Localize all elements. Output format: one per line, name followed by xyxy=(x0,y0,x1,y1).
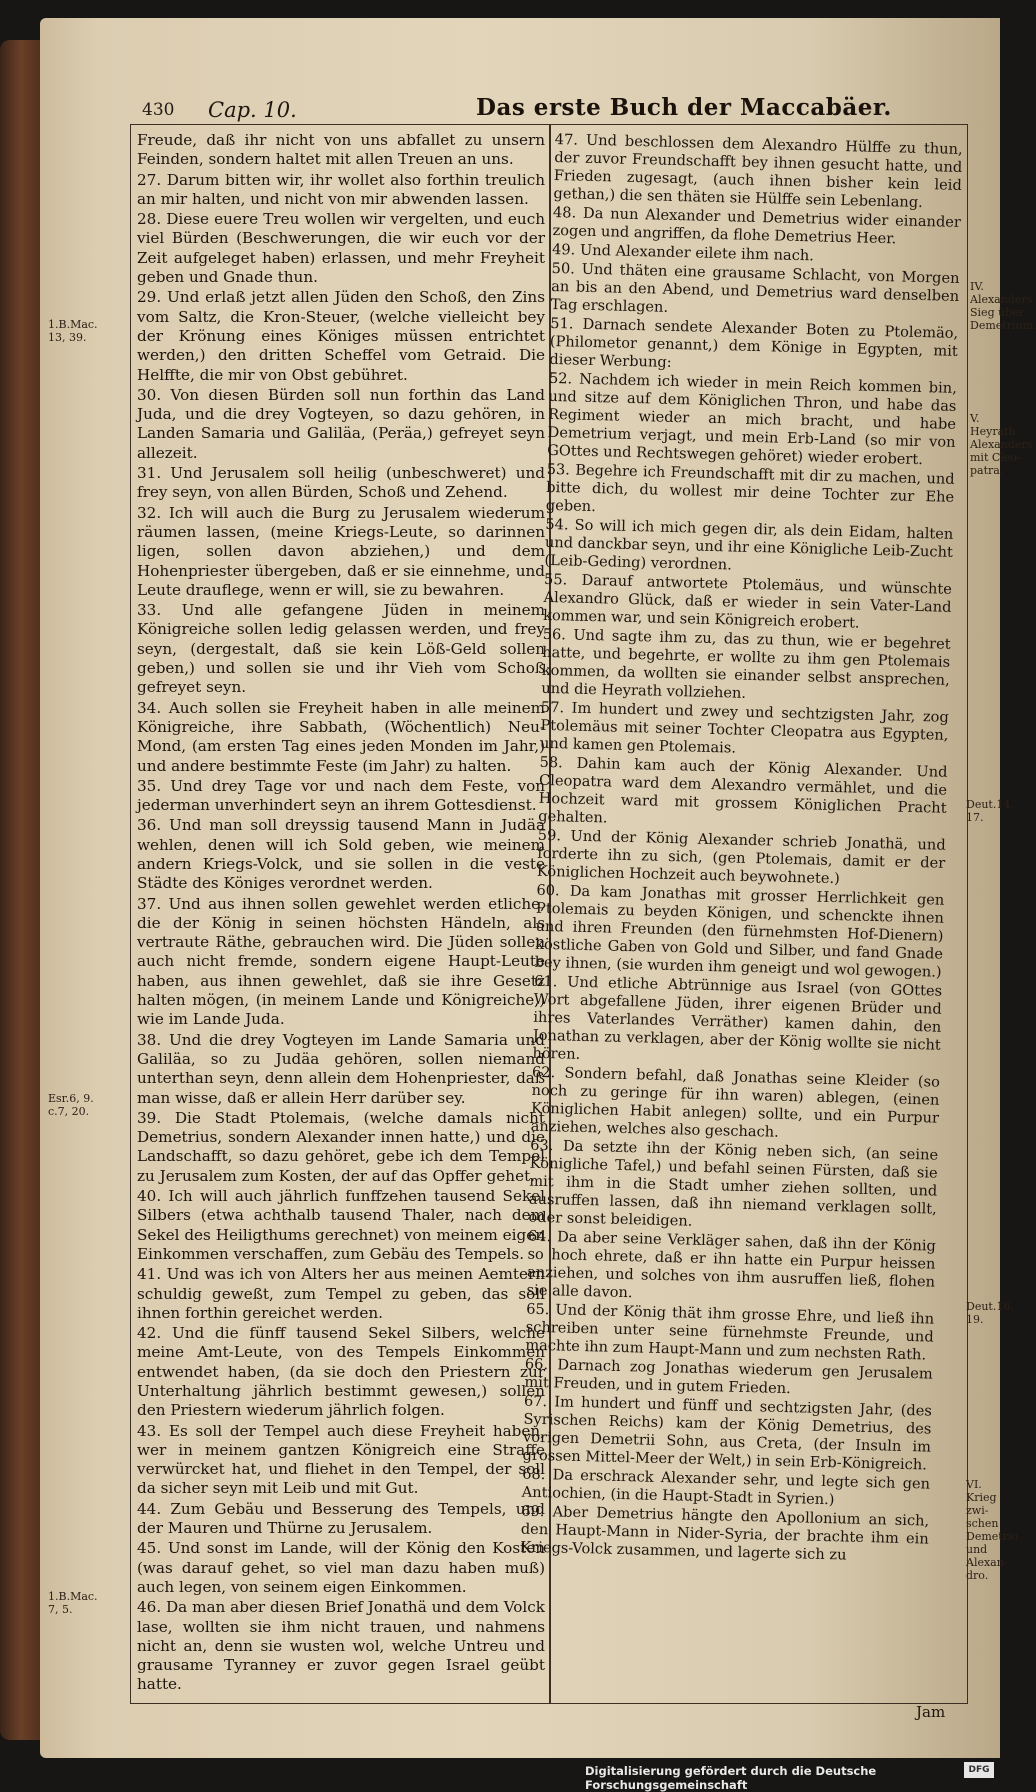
verse-paragraph: 61. Und etliche Abtrünnige aus Israel (von GOttes Wort abgefallene Jüden, ihrer eigenen Brüder und ihres Vaterlandes Verräther) kamen dahin, den Jonathan zu verklagen, aber der König wollte sie nicht hören. xyxy=(532,972,943,1063)
margin-note-right: IV. Alexanders Sieg über Demetrium. xyxy=(970,280,1036,332)
verse-paragraph: 57. Im hundert und zwey und sechtzigsten Jahr, zog Ptolemäus mit seiner Tochter Cleopatra aus Egypten, und kamen gen Ptolemais. xyxy=(539,698,950,757)
verse-paragraph: 51. Darnach sendete Alexander Boten zu Ptolemäo, (Philometor genannt,) dem Könige in Egypten, mit dieser Werbung: xyxy=(549,314,959,371)
verse-paragraph: 58. Dahin kam auch der König Alexander. Und Cleopatra ward dem Alexandro vermählet, und die Hochzeit ward mit grossem Königlichen Pracht gehalten. xyxy=(538,753,948,827)
verse-paragraph: 38. Und die drey Vogteyen im Lande Samaria und Galiläa, so zu Judäa gehören, sollen niemand unterthan seyn, denn allein dem Hohenpriester, daß man wisse, daß er allein Herr darüber sey. xyxy=(137,1030,545,1107)
verse-paragraph: 40. Ich will auch jährlich funffzehen tausend Sekel Silbers (etwa achthalb tausend Thaler, nach dem Sekel des Heiligthums gerechnet) von meinem eigen Einkommen verschaffen, zum Gebäu des Tempels. xyxy=(137,1187,545,1263)
verse-paragraph: Freude, daß ihr nicht von uns abfallet zu unsern Feinden, sondern haltet mit allen Treuen an uns. xyxy=(137,131,545,169)
dfg-logo xyxy=(964,1762,994,1778)
verse-paragraph: 50. Und thäten eine grausame Schlacht, von Morgen an bis an den Abend, und Demetrius ward denselben Tag erschlagen. xyxy=(550,259,960,316)
chapter-label: Cap. 10. xyxy=(208,98,297,122)
dfg-logo-text: DFG xyxy=(968,1765,990,1775)
verse-paragraph: 32. Ich will auch die Burg zu Jerusalem wiederum räumen lassen, (meine Kriegs-Leute, so darinnen ligen, sollen davon abziehen,) und dem Hohenpriester übergeben, daß er sie einnehme, und Leute drauflege, wenn er will, sie zu bewahren. xyxy=(137,503,545,599)
margin-note-right: VI. Krieg zwi- schen Demetrio und Alexan- dro. xyxy=(966,1478,1019,1582)
verse-paragraph: 60. Da kam Jonathas mit grosser Herrlichkeit gen Ptolemais zu beyden Königen, und schenckte ihnen und ihren Freunden (den fürnehmsten Hof-Dienern) köstliche Gaben von Gold und Silber, und fand Gnade bey ihnen, (sie wurden ihm geneigt und wol gewogen.) xyxy=(534,881,945,981)
page-number: 430 xyxy=(142,100,175,120)
verse-paragraph: 62. Sondern befahl, daß Jonathas seine Kleider (so noch zu geringe für ihn waren) ablegen, (einen Königlichen Habit anlegen) sollte, und ein Purpur anziehen, welches also geschach. xyxy=(530,1063,941,1141)
verse-paragraph: 52. Nachdem ich wieder in mein Reich kommen bin, und sitze auf dem Königlichen Thron, und habe das Regiment wieder an mich bracht, und habe Demetrium verjagt, und mein Erb-Land (so mir von GOttes und Rechtswegen gehöret) wieder erobert. xyxy=(546,369,958,469)
verse-paragraph: 36. Und man soll dreyssig tausend Mann in Judäa wehlen, denen will ich Sold geben, wie meinem andern Kriegs-Volck, und sie sollen in die veste Städte des Königes verordnet werden. xyxy=(137,816,545,893)
verse-paragraph: 42. Und die fünff tausend Sekel Silbers, welche meine Amt-Leute, von des Tempels Einkommen entwendet haben, (da sie doch den Priestern zur Unterhaltung jährlich bestimmt gewesen,) sollen den Priestern wiederum jährlich folgen. xyxy=(137,1324,545,1420)
verse-paragraph: 54. So will ich mich gegen dir, als dein Eidam, halten und danckbar seyn, und ihr eine Königliche Leib-Zucht (Leib-Geding) verordnen. xyxy=(544,515,954,574)
verse-paragraph: 39. Die Stadt Ptolemais, (welche damals nicht Demetrius, sondern Alexander innen hatte,) und die Landschafft, so dazu gehöret, gebe ich dem Tempel zu Jerusalem zum Kosten, der auf das Opffer gehet. xyxy=(137,1108,545,1185)
running-header xyxy=(126,94,966,124)
digitization-credit: Digitalisierung gefördert durch die Deutsche Forschungsgemeinschaft xyxy=(585,1764,877,1792)
verse-paragraph: 28. Diese euere Treu wollen wir vergelten, und euch viel Bürden (Beschwerungen, die wir euch vor der Zeit aufgeleget haben) erlassen, und mehr Freyheit geben und Gnade thun. xyxy=(137,210,545,287)
verse-paragraph: 56. Und sagte ihm zu, das zu thun, wie er begehret hatte, und begehrte, er wollte zu ihm gen Ptolemais kommen, da wollten sie einander selbst ansprechen, und die Heyrath vollziehen. xyxy=(541,625,951,702)
book-title: Das erste Buch der Maccabäer. xyxy=(476,94,892,121)
margin-note-left: 1.B.Mac. 7, 5. xyxy=(48,1590,98,1616)
right-column xyxy=(517,131,963,1709)
verse-paragraph: 35. Und drey Tage vor und nach dem Feste, von jederman unverhindert seyn an ihrem Gottesdienst. xyxy=(137,776,545,815)
verse-paragraph: 37. Und aus ihnen sollen gewehlet werden etliche, die der König in seinen höchsten Händeln, als vertraute Räthe, gebrauchen wird. Die Jüden sollen auch nicht fremde, sondern eigene Haupt-Leute haben, aus ihnen gewehlet, daß sie ihre Gesetz halten mögen, (in meinem Lande und Königreiche,) wie im Lande Juda. xyxy=(137,894,545,1029)
verse-paragraph: 59. Und der König Alexander schrieb Jonathä, und forderte ihn zu sich, (gen Ptolemais, damit er der Königlichen Hochzeit auch beywohnete.) xyxy=(536,826,946,888)
left-column xyxy=(137,131,545,1699)
verse-paragraph: 67. Im hundert und fünff und sechtzigsten Jahr, (des Syrischen Reichs) kam der König Demetrius, des vorigen Demetrii Sohn, aus Creta, (der Insuln im grossen Mittel-Meer der Welt,) in sein Erb-Königreich. xyxy=(522,1392,933,1474)
verse-paragraph: 66. Darnach zog Jonathas wiederum gen Jerusalem mit Freuden, und in gutem Frieden. xyxy=(524,1355,933,1398)
verse-paragraph: 55. Darauf antwortete Ptolemäus, und wünschte Alexandro Glück, daß er wieder in sein Vater-Land kommen war, und sein Königreich erobert. xyxy=(542,570,953,632)
verse-paragraph: 33. Und alle gefangene Jüden in meinem Königreiche sollen ledig gelassen werden, und frey seyn, (dergestalt, daß sie kein Löß-Geld sollen geben,) und sollen sie und ihr Vieh vom Schoß gefreyet seyn. xyxy=(137,601,545,697)
margin-note-right: V. Heyrath Alexanders mit Cleo- patra. xyxy=(970,412,1033,477)
verse-paragraph: 47. Und beschlossen dem Alexandro Hülffe zu thun, der zuvor Freundschafft bey ihnen gesucht hatte, und Frieden zugesagt, (auch ihnen bisher kein leid gethan,) die sen thäten sie Hülffe sein Lebenlang. xyxy=(553,131,963,212)
verse-paragraph: 27. Darum bitten wir, ihr wollet also forthin treulich an mir halten, und nicht von mir abwenden lassen. xyxy=(137,170,545,208)
margin-note-right: Deut.14, 17. xyxy=(966,798,1014,824)
verse-paragraph: 68. Da erschrack Alexander sehr, und legte sich gen Antiochien, (in die Haupt-Stadt in Syrien.) xyxy=(521,1465,931,1509)
verse-paragraph: 45. Und sonst im Lande, will der König den Kosten (was darauf gehet, so viel man dazu haben muß) auch legen, von seinem eigen Einkommen. xyxy=(137,1539,545,1596)
verse-paragraph: 30. Von diesen Bürden soll nun forthin das Land Juda, und die drey Vogteyen, so dazu gehören, in Landen Samaria und Galiläa, (Peräa,) gefreyet seyn allezeit. xyxy=(137,385,545,462)
text-frame xyxy=(130,124,968,1704)
verse-paragraph: 63. Da setzte ihn der König neben sich, (an seine Königliche Tafel,) und befahl seinen Fürsten, daß sie mit ihm in die Stadt umher ziehen sollten, und ausruffen lassen, daß ihn niemand verklagen sollt, oder sonst beleidigen. xyxy=(528,1136,939,1230)
verse-paragraph: 34. Auch sollen sie Freyheit haben in alle meinem Königreiche, ihre Sabbath, (Wöchentlich) Neu-Mond, (am ersten Tag eines jeden Monden im Jahr,) und andere bestimmte Feste (im Jahr) zu halten. xyxy=(137,698,545,775)
verse-paragraph: 64. Da aber seine Verkläger sahen, daß ihn der König so hoch ehrete, daß er ihn hatte ein Purpur heissen anziehen, und solches von ihm ausruffen ließ, flohen sie alle davon. xyxy=(526,1227,937,1302)
verse-paragraph: 31. Und Jerusalem soll heilig (unbeschweret) und frey seyn, von allen Bürden, Schoß und Zehend. xyxy=(137,464,545,502)
margin-note-left: 1.B.Mac. 13, 39. xyxy=(48,318,98,344)
verse-paragraph: 29. Und erlaß jetzt allen Jüden den Schoß, den Zins vom Saltz, die Kron-Steuer, (welche vielleicht bey der Krönung eines Königes müssen entrichtet werden,) den dritten Scheffel vom Getraid. Die Helffte, die mir von Obst gebühret. xyxy=(137,288,545,384)
catchword: Jam xyxy=(916,1703,946,1721)
verse-paragraph: 48. Da nun Alexander und Demetrius wider einander zogen und angriffen, da flohe Demetrius Heer. xyxy=(552,203,962,248)
verse-paragraph: 43. Es soll der Tempel auch diese Freyheit haben, wer in meinem gantzen Königreich eine Straffe verwürcket hat, und fliehet in den Tempel, der soll da sicher seyn mit Leib und mit Gut. xyxy=(137,1421,545,1498)
verse-paragraph: 41. Und was ich von Alters her aus meinen Aemtern schuldig geweßt, zum Tempel zu geben, das soll ihnen forthin gereichet werden. xyxy=(137,1265,545,1322)
verse-paragraph: 69. Aber Demetrius hängte den Apollonium an sich, den Haupt-Mann in Nider-Syria, der brachte ihm ein Kriegs-Volck zusammen, und lagerte sich zu xyxy=(520,1502,930,1564)
verse-paragraph: 46. Da man aber diesen Brief Jonathä und dem Volck lase, wollten sie ihm nicht trauen, und nahmens nicht an, denn sie wusten wol, welche Untreu und grausame Tyranney er zuvor gegen Israel geübt hatte. xyxy=(137,1598,545,1694)
margin-note-right: Deut.16, 19. xyxy=(966,1300,1014,1326)
verse-paragraph: 49. Und Alexander eilete ihm nach. xyxy=(551,240,815,265)
margin-note-left: Esr.6, 9. c.7, 20. xyxy=(48,1092,94,1118)
verse-paragraph: 65. Und der König thät ihm grosse Ehre, und ließ ihn schreiben unter seine fürnehmste Freunde, und machte ihn zum Haupt-Mann und zum nechsten Rath. xyxy=(525,1300,935,1364)
verse-paragraph: 44. Zum Gebäu und Besserung des Tempels, und der Mauren und Thürne zu Jerusalem. xyxy=(137,1499,545,1538)
verse-paragraph: 53. Begehre ich Freundschafft mit dir zu machen, und bitte dich, du wollest mir deine Tochter zur Ehe geben. xyxy=(545,460,955,516)
